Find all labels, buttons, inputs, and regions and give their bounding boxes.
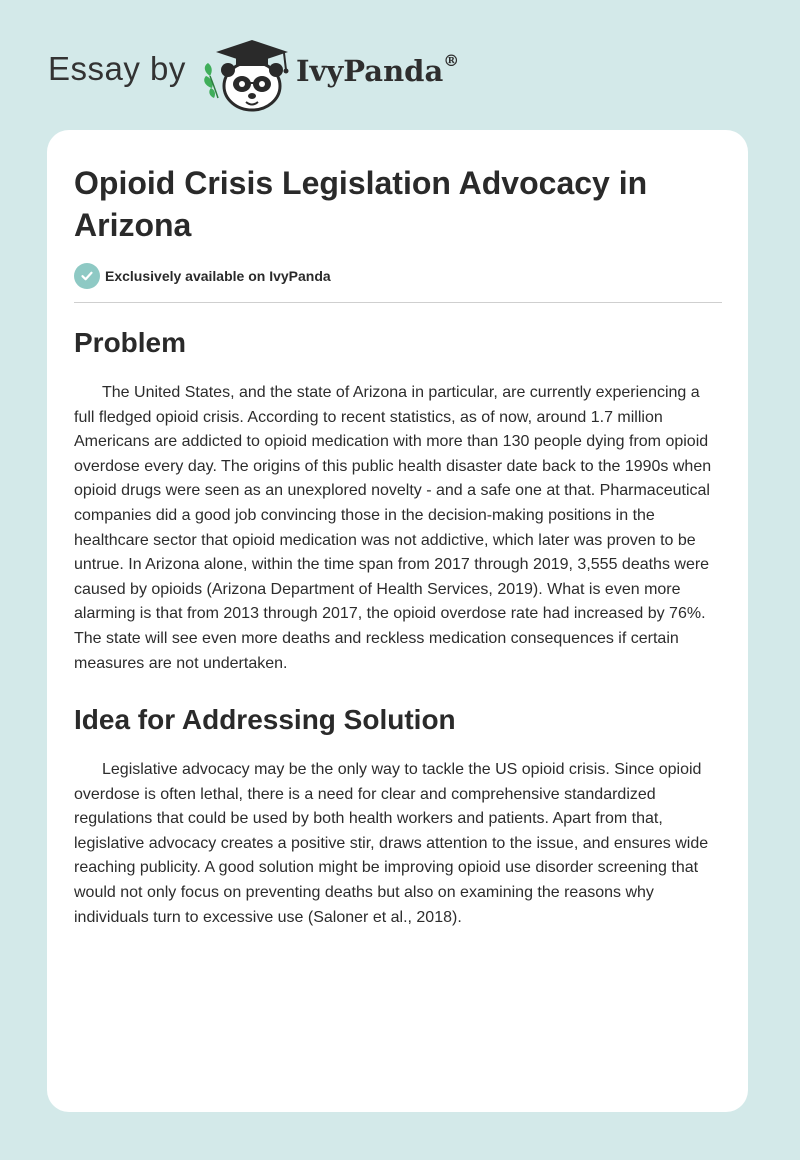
divider (74, 302, 722, 303)
essay-card (47, 130, 748, 1112)
section-idea (74, 703, 724, 930)
section-heading: Problem (74, 327, 187, 358)
ivy-leaf-icon (204, 63, 218, 98)
exclusive-badge (74, 263, 331, 289)
section-heading: Idea for Addressing Solution (74, 704, 456, 735)
panda-logo-icon[interactable] (200, 36, 295, 112)
section-paragraph: Legislative advocacy may be the only way to tackle the US opioid crisis. Since opioid overdose is often lethal, there is a need for clear and comprehensive standardized regulations that could be used by both health workers and patients. Apart from that, legislative advocacy creates a positive stir, draws attention to the issue, and ensures wide reaching publicity. A good solution might be improving opioid use disorder screening that would not only focus on preventing deaths but also on examining the reasons why individuals turn to excessive use (Saloner et al., 2018). (74, 761, 709, 926)
brand-text: IvyPanda (296, 54, 444, 88)
check-circle-icon (74, 263, 100, 289)
site-header (0, 0, 800, 130)
registered-mark: ® (443, 51, 460, 71)
brand-name[interactable] (296, 51, 460, 88)
badge-label: Exclusively available on IvyPanda (105, 268, 331, 284)
page-title: Opioid Crisis Legislation Advocacy in Arizona (74, 165, 648, 243)
section-paragraph: The United States, and the state of Arizona in particular, are currently experiencing a full fledged opioid crisis. According to recent statistics, as of now, around 1.7 million Americans are addicted to opioid medication with more than 130 people dying from opioid overdose every day. The origins of this public health disaster date back to the 1990s when opioid drugs were seen as an unexplored novelty - and a safe one at that. Pharmaceutical companies did a good job convincing those in the decision-making positions in the healthcare sector that opioid medication was not addictive, which later was proven to be untrue. In Arizona alone, within the time span from 2017 through 2019, 3,555 deaths were caused by opioids (Arizona Department of Health Services, 2019). What is even more alarming is that from 2013 through 2017, the opioid overdose rate had increased by 76%. The state will see even more deaths and reckless medication consequences if certain measures are not undertaken. (74, 384, 712, 672)
section-problem (74, 326, 724, 676)
essay-by-label: Essay by (48, 50, 186, 87)
